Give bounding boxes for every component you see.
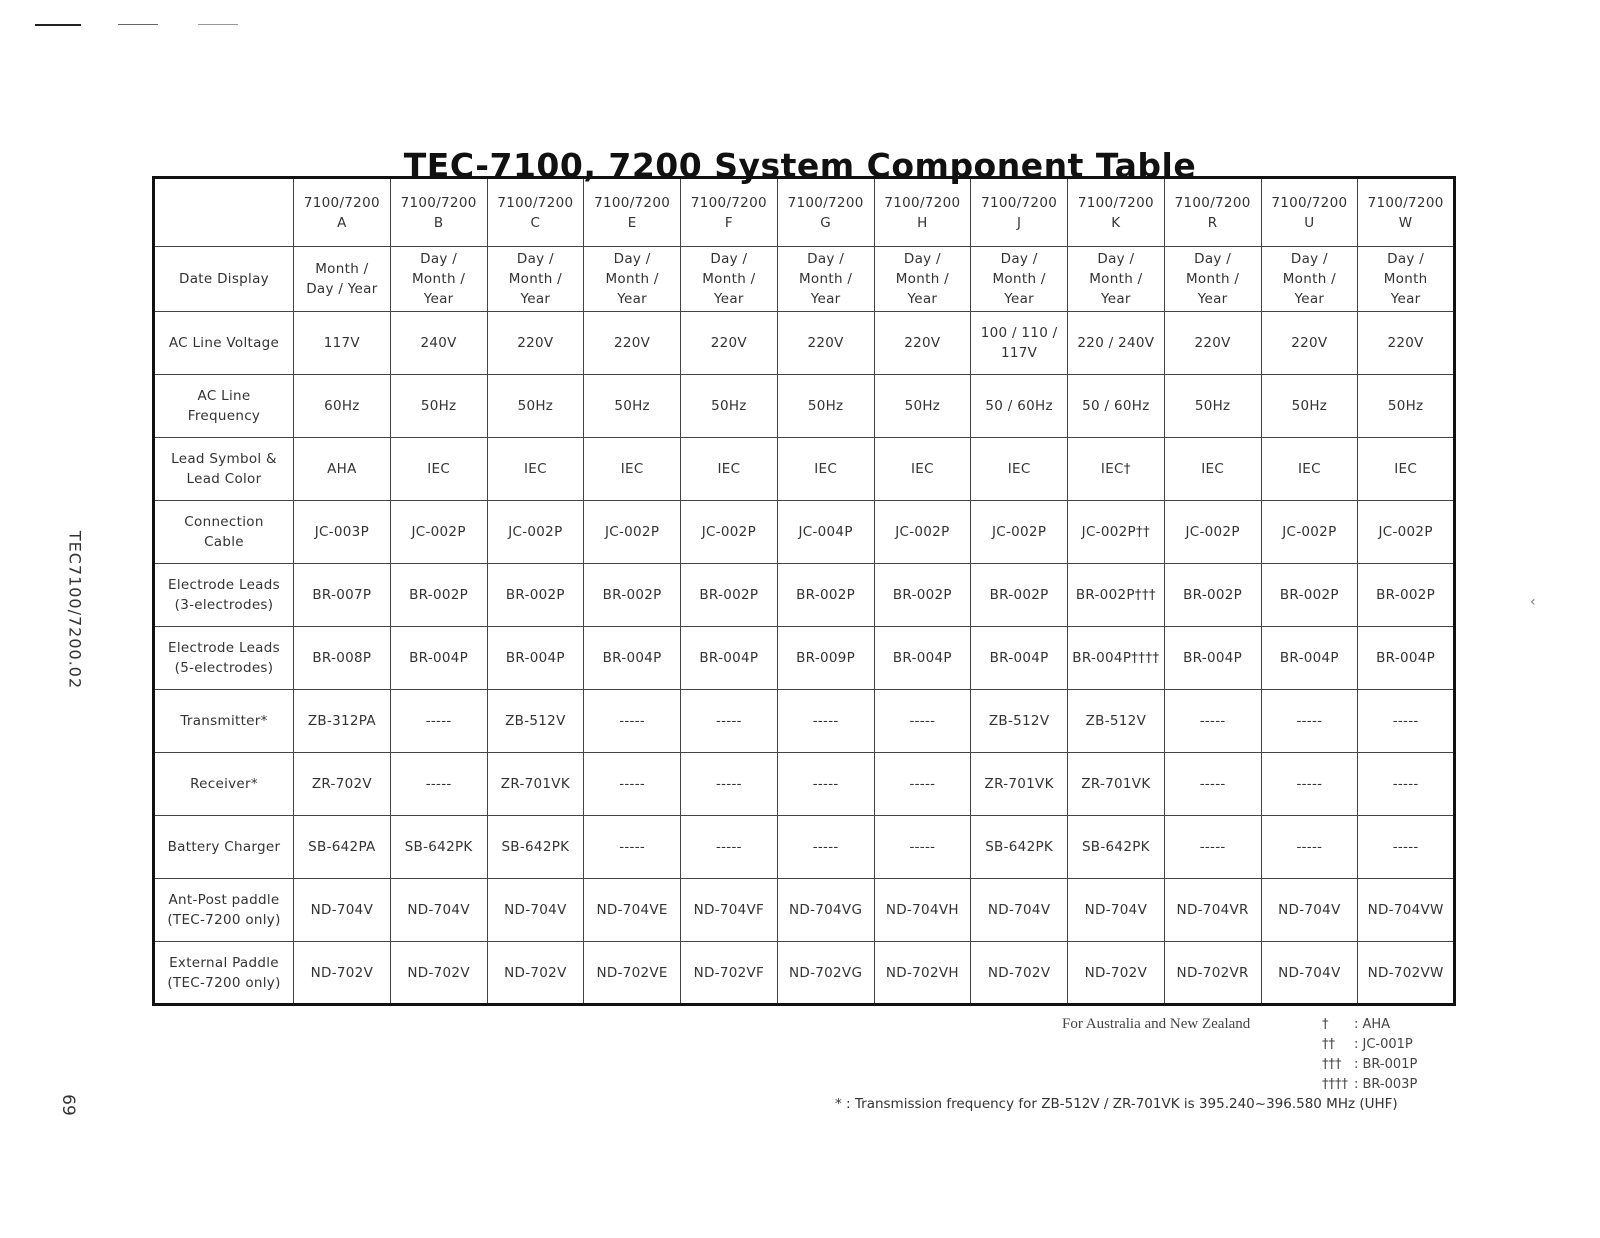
table-cell: 220V <box>1164 312 1261 375</box>
table-body <box>154 247 1455 1005</box>
dagger-symbol: ††† <box>1322 1056 1342 1072</box>
table-cell: BR-002P <box>1164 564 1261 627</box>
table-cell: ND-704V <box>1261 942 1358 1005</box>
table-cell: ----- <box>1261 816 1358 879</box>
table-cell: 50Hz <box>1261 375 1358 438</box>
table-cell: 50Hz <box>390 375 487 438</box>
table-cell: ND-704VR <box>1164 879 1261 942</box>
table-cell: 220V <box>1261 312 1358 375</box>
column-header: 7100/7200 R <box>1164 178 1261 247</box>
table-header <box>154 178 1455 247</box>
table-cell: BR-004P <box>1164 627 1261 690</box>
top-rule-mark <box>35 24 81 26</box>
table-cell: ND-704VG <box>777 879 874 942</box>
table-cell: ND-704VF <box>681 879 778 942</box>
table-row <box>154 816 1455 879</box>
table-cell: ND-702VR <box>1164 942 1261 1005</box>
table-cell: Day / Month / Year <box>874 247 971 312</box>
table-cell: Day / Month / Year <box>777 247 874 312</box>
table-cell: ND-704V <box>390 879 487 942</box>
table-cell: 117V <box>294 312 391 375</box>
table-cell: SB-642PA <box>294 816 391 879</box>
table-cell: ----- <box>681 816 778 879</box>
table-cell: BR-002P <box>1261 564 1358 627</box>
table-cell: BR-004P <box>1261 627 1358 690</box>
column-header: 7100/7200 A <box>294 178 391 247</box>
table-cell: 220V <box>874 312 971 375</box>
table-cell: 220V <box>1358 312 1455 375</box>
table-cell: IEC <box>1164 438 1261 501</box>
table-row <box>154 312 1455 375</box>
table-cell: ----- <box>1164 816 1261 879</box>
top-rule-mark <box>118 24 158 25</box>
table-cell: ND-702V <box>1068 942 1165 1005</box>
table-cell: IEC <box>971 438 1068 501</box>
document-code: TEC7100/7200.02 <box>65 530 85 690</box>
column-header: 7100/7200 J <box>971 178 1068 247</box>
table-cell: ----- <box>390 753 487 816</box>
component-table <box>152 176 1456 1006</box>
table-cell: ND-704V <box>1261 879 1358 942</box>
table-cell: BR-004P <box>1358 627 1455 690</box>
table-cell: BR-002P††† <box>1068 564 1165 627</box>
table-cell: Day / Month / Year <box>681 247 778 312</box>
row-label: AC Line Voltage <box>154 312 294 375</box>
dagger-symbol: †† <box>1322 1036 1335 1052</box>
table-cell: IEC <box>584 438 681 501</box>
table-cell: ----- <box>874 753 971 816</box>
table-cell: JC-002P <box>487 501 584 564</box>
table-cell: ND-702VH <box>874 942 971 1005</box>
table-cell: ND-702V <box>390 942 487 1005</box>
table-cell: AHA <box>294 438 391 501</box>
table-cell: IEC <box>1261 438 1358 501</box>
table-cell: JC-002P <box>971 501 1068 564</box>
page-number: 69 <box>58 1094 78 1116</box>
table-cell: BR-002P <box>390 564 487 627</box>
table-cell: ND-702V <box>294 942 391 1005</box>
table-cell: SB-642PK <box>390 816 487 879</box>
table-cell: BR-002P <box>777 564 874 627</box>
page-title: TEC-7100, 7200 System Component Table <box>403 146 1197 186</box>
table-cell: SB-642PK <box>1068 816 1165 879</box>
dagger-symbol: † <box>1322 1016 1329 1032</box>
table-cell: ND-702VF <box>681 942 778 1005</box>
table-row <box>154 753 1455 816</box>
table-row <box>154 501 1455 564</box>
table-cell: ND-702V <box>971 942 1068 1005</box>
table-cell: BR-008P <box>294 627 391 690</box>
row-label: Battery Charger <box>154 816 294 879</box>
table-cell: BR-004P†††† <box>1068 627 1165 690</box>
row-label: AC Line Frequency <box>154 375 294 438</box>
table-cell: Day / Month / Year <box>1068 247 1165 312</box>
table-cell: 240V <box>390 312 487 375</box>
table-cell: BR-002P <box>584 564 681 627</box>
table-cell: ND-702V <box>487 942 584 1005</box>
table-cell: ----- <box>390 690 487 753</box>
legend-item <box>1322 1014 1417 1034</box>
table-cell: Day / Month / Year <box>971 247 1068 312</box>
row-label: Electrode Leads (5-electrodes) <box>154 627 294 690</box>
column-header: 7100/7200 U <box>1261 178 1358 247</box>
table-cell: ZR-701VK <box>1068 753 1165 816</box>
table-cell: ND-704VH <box>874 879 971 942</box>
table-cell: 220V <box>777 312 874 375</box>
margin-mark: ‹ <box>1530 594 1536 610</box>
legend-value: : JC-001P <box>1354 1036 1413 1052</box>
table-cell: JC-002P <box>1358 501 1455 564</box>
table-cell: IEC† <box>1068 438 1165 501</box>
table-cell: BR-004P <box>681 627 778 690</box>
table-cell: ZB-512V <box>1068 690 1165 753</box>
australia-note: For Australia and New Zealand <box>1062 1016 1251 1032</box>
table-cell: 50 / 60Hz <box>971 375 1068 438</box>
table-cell: 100 / 110 / 117V <box>971 312 1068 375</box>
column-header: 7100/7200 F <box>681 178 778 247</box>
table-cell: ----- <box>874 816 971 879</box>
table-cell: ZB-512V <box>971 690 1068 753</box>
table-cell: BR-009P <box>777 627 874 690</box>
table-cell: Day / Month Year <box>1358 247 1455 312</box>
table-cell: JC-002P <box>1164 501 1261 564</box>
table-cell: BR-002P <box>681 564 778 627</box>
table-cell: ZB-512V <box>487 690 584 753</box>
table-cell: ----- <box>1261 753 1358 816</box>
table-cell: BR-004P <box>487 627 584 690</box>
table-row <box>154 690 1455 753</box>
table-cell: SB-642PK <box>487 816 584 879</box>
table-cell: Day / Month / Year <box>1261 247 1358 312</box>
table-cell: Month / Day / Year <box>294 247 391 312</box>
table-cell: 220V <box>487 312 584 375</box>
symbol-legend <box>1322 1014 1417 1094</box>
legend-item <box>1322 1054 1417 1074</box>
table-cell: BR-002P <box>487 564 584 627</box>
legend-item <box>1322 1034 1417 1054</box>
column-header: 7100/7200 W <box>1358 178 1455 247</box>
column-header: 7100/7200 G <box>777 178 874 247</box>
table-cell: 50Hz <box>777 375 874 438</box>
table-cell: ----- <box>1261 690 1358 753</box>
table-cell: BR-004P <box>584 627 681 690</box>
table-cell: ----- <box>1358 753 1455 816</box>
table-cell: JC-003P <box>294 501 391 564</box>
table-cell: BR-004P <box>874 627 971 690</box>
table-cell: ND-702VG <box>777 942 874 1005</box>
table-cell: ----- <box>681 753 778 816</box>
table-cell: ND-704V <box>971 879 1068 942</box>
legend-value: : AHA <box>1354 1016 1391 1032</box>
table-cell: ----- <box>777 816 874 879</box>
table-cell: 50Hz <box>1358 375 1455 438</box>
transmission-footnote: * : Transmission frequency for ZB-512V / ZR-701VK is 395.240~396.580 MHz (UHF) <box>835 1096 1398 1112</box>
row-label: Date Display <box>154 247 294 312</box>
table-cell: IEC <box>681 438 778 501</box>
table-cell: Day / Month / Year <box>1164 247 1261 312</box>
table-cell: 50Hz <box>681 375 778 438</box>
table-cell: ND-704VE <box>584 879 681 942</box>
table-cell: ----- <box>584 816 681 879</box>
row-label: Ant-Post paddle (TEC-7200 only) <box>154 879 294 942</box>
table-cell: SB-642PK <box>971 816 1068 879</box>
table-cell: 50Hz <box>1164 375 1261 438</box>
row-label: Lead Symbol & Lead Color <box>154 438 294 501</box>
table-cell: BR-002P <box>971 564 1068 627</box>
table-cell: BR-007P <box>294 564 391 627</box>
table-cell: JC-002P <box>681 501 778 564</box>
table-cell: JC-002P†† <box>1068 501 1165 564</box>
table-cell: IEC <box>487 438 584 501</box>
table-row <box>154 879 1455 942</box>
table-cell: IEC <box>1358 438 1455 501</box>
table-cell: BR-002P <box>874 564 971 627</box>
column-header: 7100/7200 H <box>874 178 971 247</box>
table-cell: Day / Month / Year <box>487 247 584 312</box>
legend-value: : BR-001P <box>1354 1056 1418 1072</box>
row-label: Transmitter* <box>154 690 294 753</box>
table-row <box>154 375 1455 438</box>
dagger-symbol: †††† <box>1322 1076 1348 1092</box>
table-cell: ZR-702V <box>294 753 391 816</box>
table-cell: BR-004P <box>971 627 1068 690</box>
table-cell: JC-002P <box>584 501 681 564</box>
table-cell: 220 / 240V <box>1068 312 1165 375</box>
row-label: Electrode Leads (3-electrodes) <box>154 564 294 627</box>
row-label: External Paddle (TEC-7200 only) <box>154 942 294 1005</box>
table-cell: ----- <box>777 753 874 816</box>
table-cell: ND-704V <box>294 879 391 942</box>
legend-value: : BR-003P <box>1354 1076 1418 1092</box>
table-row <box>154 564 1455 627</box>
table-cell: 50 / 60Hz <box>1068 375 1165 438</box>
top-rule-mark <box>198 24 238 25</box>
table-cell: ND-704V <box>1068 879 1165 942</box>
table-cell: 50Hz <box>584 375 681 438</box>
table-cell: ----- <box>874 690 971 753</box>
table-cell: Day / Month / Year <box>390 247 487 312</box>
header-row <box>154 178 1455 247</box>
table-cell: ND-704V <box>487 879 584 942</box>
row-label: Receiver* <box>154 753 294 816</box>
table-cell: Day / Month / Year <box>584 247 681 312</box>
table-cell: ----- <box>681 690 778 753</box>
table-cell: ----- <box>584 690 681 753</box>
table-cell: ND-702VW <box>1358 942 1455 1005</box>
table-row <box>154 438 1455 501</box>
table-cell: ----- <box>584 753 681 816</box>
column-header: 7100/7200 C <box>487 178 584 247</box>
table-row <box>154 247 1455 312</box>
table-cell: JC-002P <box>874 501 971 564</box>
column-header: 7100/7200 B <box>390 178 487 247</box>
legend-item <box>1322 1074 1417 1094</box>
table-cell: ND-702VE <box>584 942 681 1005</box>
table-cell: JC-002P <box>1261 501 1358 564</box>
table-cell: IEC <box>874 438 971 501</box>
row-label: Connection Cable <box>154 501 294 564</box>
table-cell: ----- <box>1358 690 1455 753</box>
table-cell: ----- <box>777 690 874 753</box>
corner-cell <box>154 178 294 247</box>
table-cell: ----- <box>1358 816 1455 879</box>
column-header: 7100/7200 E <box>584 178 681 247</box>
table-cell: 220V <box>681 312 778 375</box>
table-cell: ZR-701VK <box>971 753 1068 816</box>
table-cell: ----- <box>1164 690 1261 753</box>
table-cell: ZR-701VK <box>487 753 584 816</box>
table-cell: ----- <box>1164 753 1261 816</box>
table-cell: IEC <box>777 438 874 501</box>
table-cell: JC-004P <box>777 501 874 564</box>
table-cell: JC-002P <box>390 501 487 564</box>
table-cell: BR-002P <box>1358 564 1455 627</box>
table-cell: ND-704VW <box>1358 879 1455 942</box>
column-header: 7100/7200 K <box>1068 178 1165 247</box>
table-cell: IEC <box>390 438 487 501</box>
table-cell: 220V <box>584 312 681 375</box>
table-cell: 50Hz <box>487 375 584 438</box>
table-row <box>154 942 1455 1005</box>
table-cell: 60Hz <box>294 375 391 438</box>
table-row <box>154 627 1455 690</box>
table-cell: BR-004P <box>390 627 487 690</box>
table-cell: ZB-312PA <box>294 690 391 753</box>
table-cell: 50Hz <box>874 375 971 438</box>
